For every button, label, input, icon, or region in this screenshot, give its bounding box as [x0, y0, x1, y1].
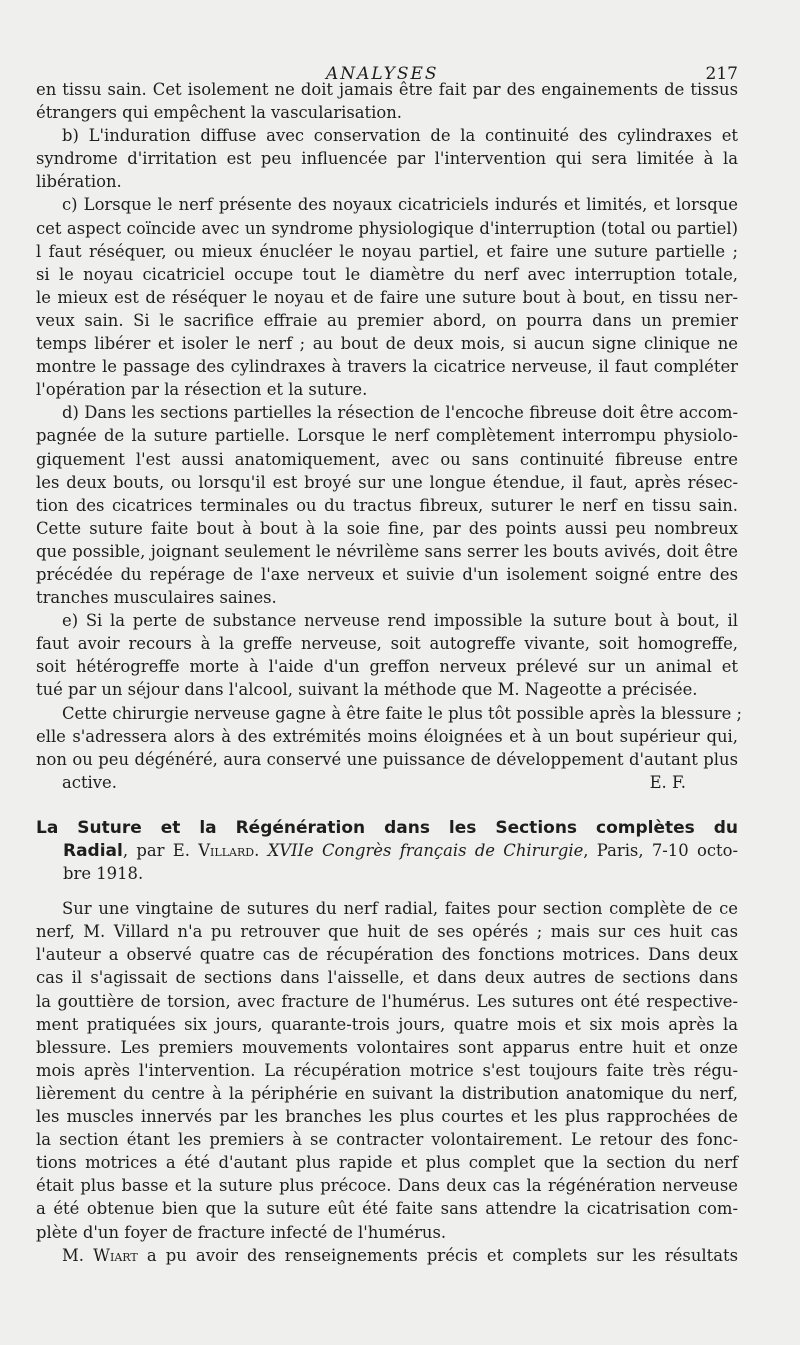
text-line: syndrome d'irritation est peu influencée par l'intervention qui sera limitée à la [36, 149, 738, 169]
text-line: temps libérer et isoler le nerf ; au bout de deux mois, si aucun signe clinique ne [36, 334, 738, 354]
text-line: montre le passage des cylindraxes à travers la cicatrice nerveuse, il faut compléter [36, 357, 738, 377]
article-heading [36, 816, 738, 885]
text-line: mois après l'intervention. La récupération motrice s'est toujours faite très régu- [36, 1060, 738, 1080]
citation-par: , par E. [122, 841, 199, 860]
text-line: b) L'induration diffuse avec conservation de la continuité des cylindraxes et [62, 126, 738, 146]
text-line: ment pratiquées six jours, quarante-trois jours, quatre mois et six mois après la [36, 1014, 738, 1034]
citation-venue: XVIIe Congrès français de Chirurgie [267, 841, 584, 860]
text-line: a été obtenue bien que la suture eût été faite sans attendre la cicatrisation com- [36, 1199, 738, 1219]
text-line: tué par un séjour dans l'alcool, suivant la méthode que M. Nageotte a précisée. [36, 680, 698, 700]
text-line: Cette suture faite bout à bout à la soie fine, par des points aussi peu nombreux [36, 518, 738, 538]
text-line: les deux bouts, ou lorsqu'il est broyé sur une longue étendue, il faut, après résec- [36, 472, 738, 492]
text-line: e) Si la perte de substance nerveuse rend impossible la suture bout à bout, il [62, 611, 738, 631]
page-number: 217 [705, 64, 738, 84]
text-line: libération. [36, 172, 122, 192]
text-line: la gouttière de torsion, avec fracture de l'humérus. Les sutures ont été respective- [36, 991, 738, 1011]
text-line: soit hétérogreffe morte à l'aide d'un greffon nerveux prélevé sur un animal et [36, 657, 738, 677]
final-line [36, 1244, 738, 1267]
text-line: la section étant les premiers à se contracter volontairement. Le retour des fonc- [36, 1130, 738, 1150]
text-line: non ou peu dégénéré, aura conservé une puissance de développement d'autant plus [36, 749, 738, 769]
final-rest: a pu avoir des renseignements précis et complets sur les résultats [137, 1245, 739, 1265]
article-title: La Suture et la Régénération dans les Sections complètes du [36, 817, 738, 838]
citation-date-end: bre 1918. [63, 864, 144, 884]
text-line: veux sain. Si le sacrifice effraie au premier abord, on pourra dans un premier [36, 310, 738, 330]
text-line: le mieux est de réséquer le noyau et de faire une suture bout à bout, en tissu ner- [36, 287, 738, 307]
citation-sep: . [254, 841, 268, 860]
text-line: Cette chirurgie nerveuse gagne à être faite le plus tôt possible après la blessure ; [62, 703, 743, 723]
citation-author: Villard [198, 841, 255, 860]
text-line: précédée du repérage de l'axe nerveux et suivie d'un isolement soigné entre des [36, 564, 738, 584]
article-citation-line [36, 839, 738, 862]
text-line: nerf, M. Villard n'a pu retrouver que huit de ses opérés ; mais sur ces huit cas [36, 922, 738, 942]
text-line: d) Dans les sections partielles la résection de l'encoche fibreuse doit être accom- [62, 403, 738, 423]
final-prefix: M. [62, 1245, 94, 1265]
signature: E. F. [649, 772, 686, 792]
article-title-end: Radial [63, 841, 123, 861]
final-name: Wiart [93, 1245, 138, 1265]
text-line: l'auteur a observé quatre cas de récupération des fonctions motrices. Dans deux [36, 945, 738, 965]
page-body [36, 78, 743, 1267]
running-title: ANALYSES [326, 64, 439, 84]
closing-line [36, 771, 738, 794]
closing-text: active. [62, 772, 117, 792]
text-line: étrangers qui empêchent la vascularisation. [36, 103, 402, 123]
text-line: lièrement du centre à la périphérie en suivant la distribution anatomique du nerf, [36, 1083, 738, 1103]
text-line: plète d'un foyer de fracture infecté de l'humérus. [36, 1222, 447, 1242]
text-line: l faut réséquer, ou mieux énucléer le noyau partiel, et faire une suture partielle ; [36, 241, 738, 261]
article-summary [36, 897, 738, 1243]
text-line: tions motrices a été d'autant plus rapide et plus complet que la section du nerf [36, 1153, 738, 1173]
text-line: l'opération par la résection et la suture. [36, 380, 368, 400]
text-line: elle s'adressera alors à des extrémités moins éloignées et à un bout supérieur qui, [36, 726, 738, 746]
text-line: Sur une vingtaine de sutures du nerf radial, faites pour section complète de ce [62, 899, 738, 919]
text-line: cas il s'agissait de sections dans l'aisselle, et dans deux autres de sections dans [36, 968, 738, 988]
text-line: faut avoir recours à la greffe nerveuse, soit autogreffe vivante, soit homogreffe, [36, 634, 738, 654]
text-line: les muscles innervés par les branches les plus courtes et les plus rapprochées de [36, 1107, 738, 1127]
text-line: en tissu sain. Cet isolement ne doit jamais être fait par des engainements de tissus [36, 80, 738, 99]
text-line: giquement l'est aussi anatomiquement, avec ou sans continuité fibreuse entre [36, 449, 738, 469]
text-line: était plus basse et la suture plus précoce. Dans deux cas la régénération nerveuse [36, 1176, 738, 1196]
text-line: tranches musculaires saines. [36, 588, 277, 608]
article-citation-end [36, 862, 738, 885]
text-line: blessure. Les premiers mouvements volontaires sont apparus entre huit et onze [36, 1037, 738, 1057]
text-line: cet aspect coïncide avec un syndrome physiologique d'interruption (total ou partiel) [36, 218, 738, 238]
text-line: c) Lorsque le nerf présente des noyaux cicatriciels indurés et limités, et lorsque [62, 195, 738, 215]
text-line: tion des cicatrices terminales ou du tractus fibreux, suturer le nerf en tissu sain. [36, 495, 738, 515]
article-title-line [36, 816, 738, 839]
text-line: si le noyau cicatriciel occupe tout le diamètre du nerf avec interruption totale, [36, 264, 738, 284]
text-line: pagnée de la suture partielle. Lorsque le nerf complètement interrompu physiolo- [36, 426, 738, 446]
citation-place-date: , Paris, 7-10 octo- [583, 841, 738, 860]
review-paragraphs [36, 78, 743, 771]
text-line: que possible, joignant seulement le névrilème sans serrer les bouts avivés, doit être [36, 541, 738, 561]
